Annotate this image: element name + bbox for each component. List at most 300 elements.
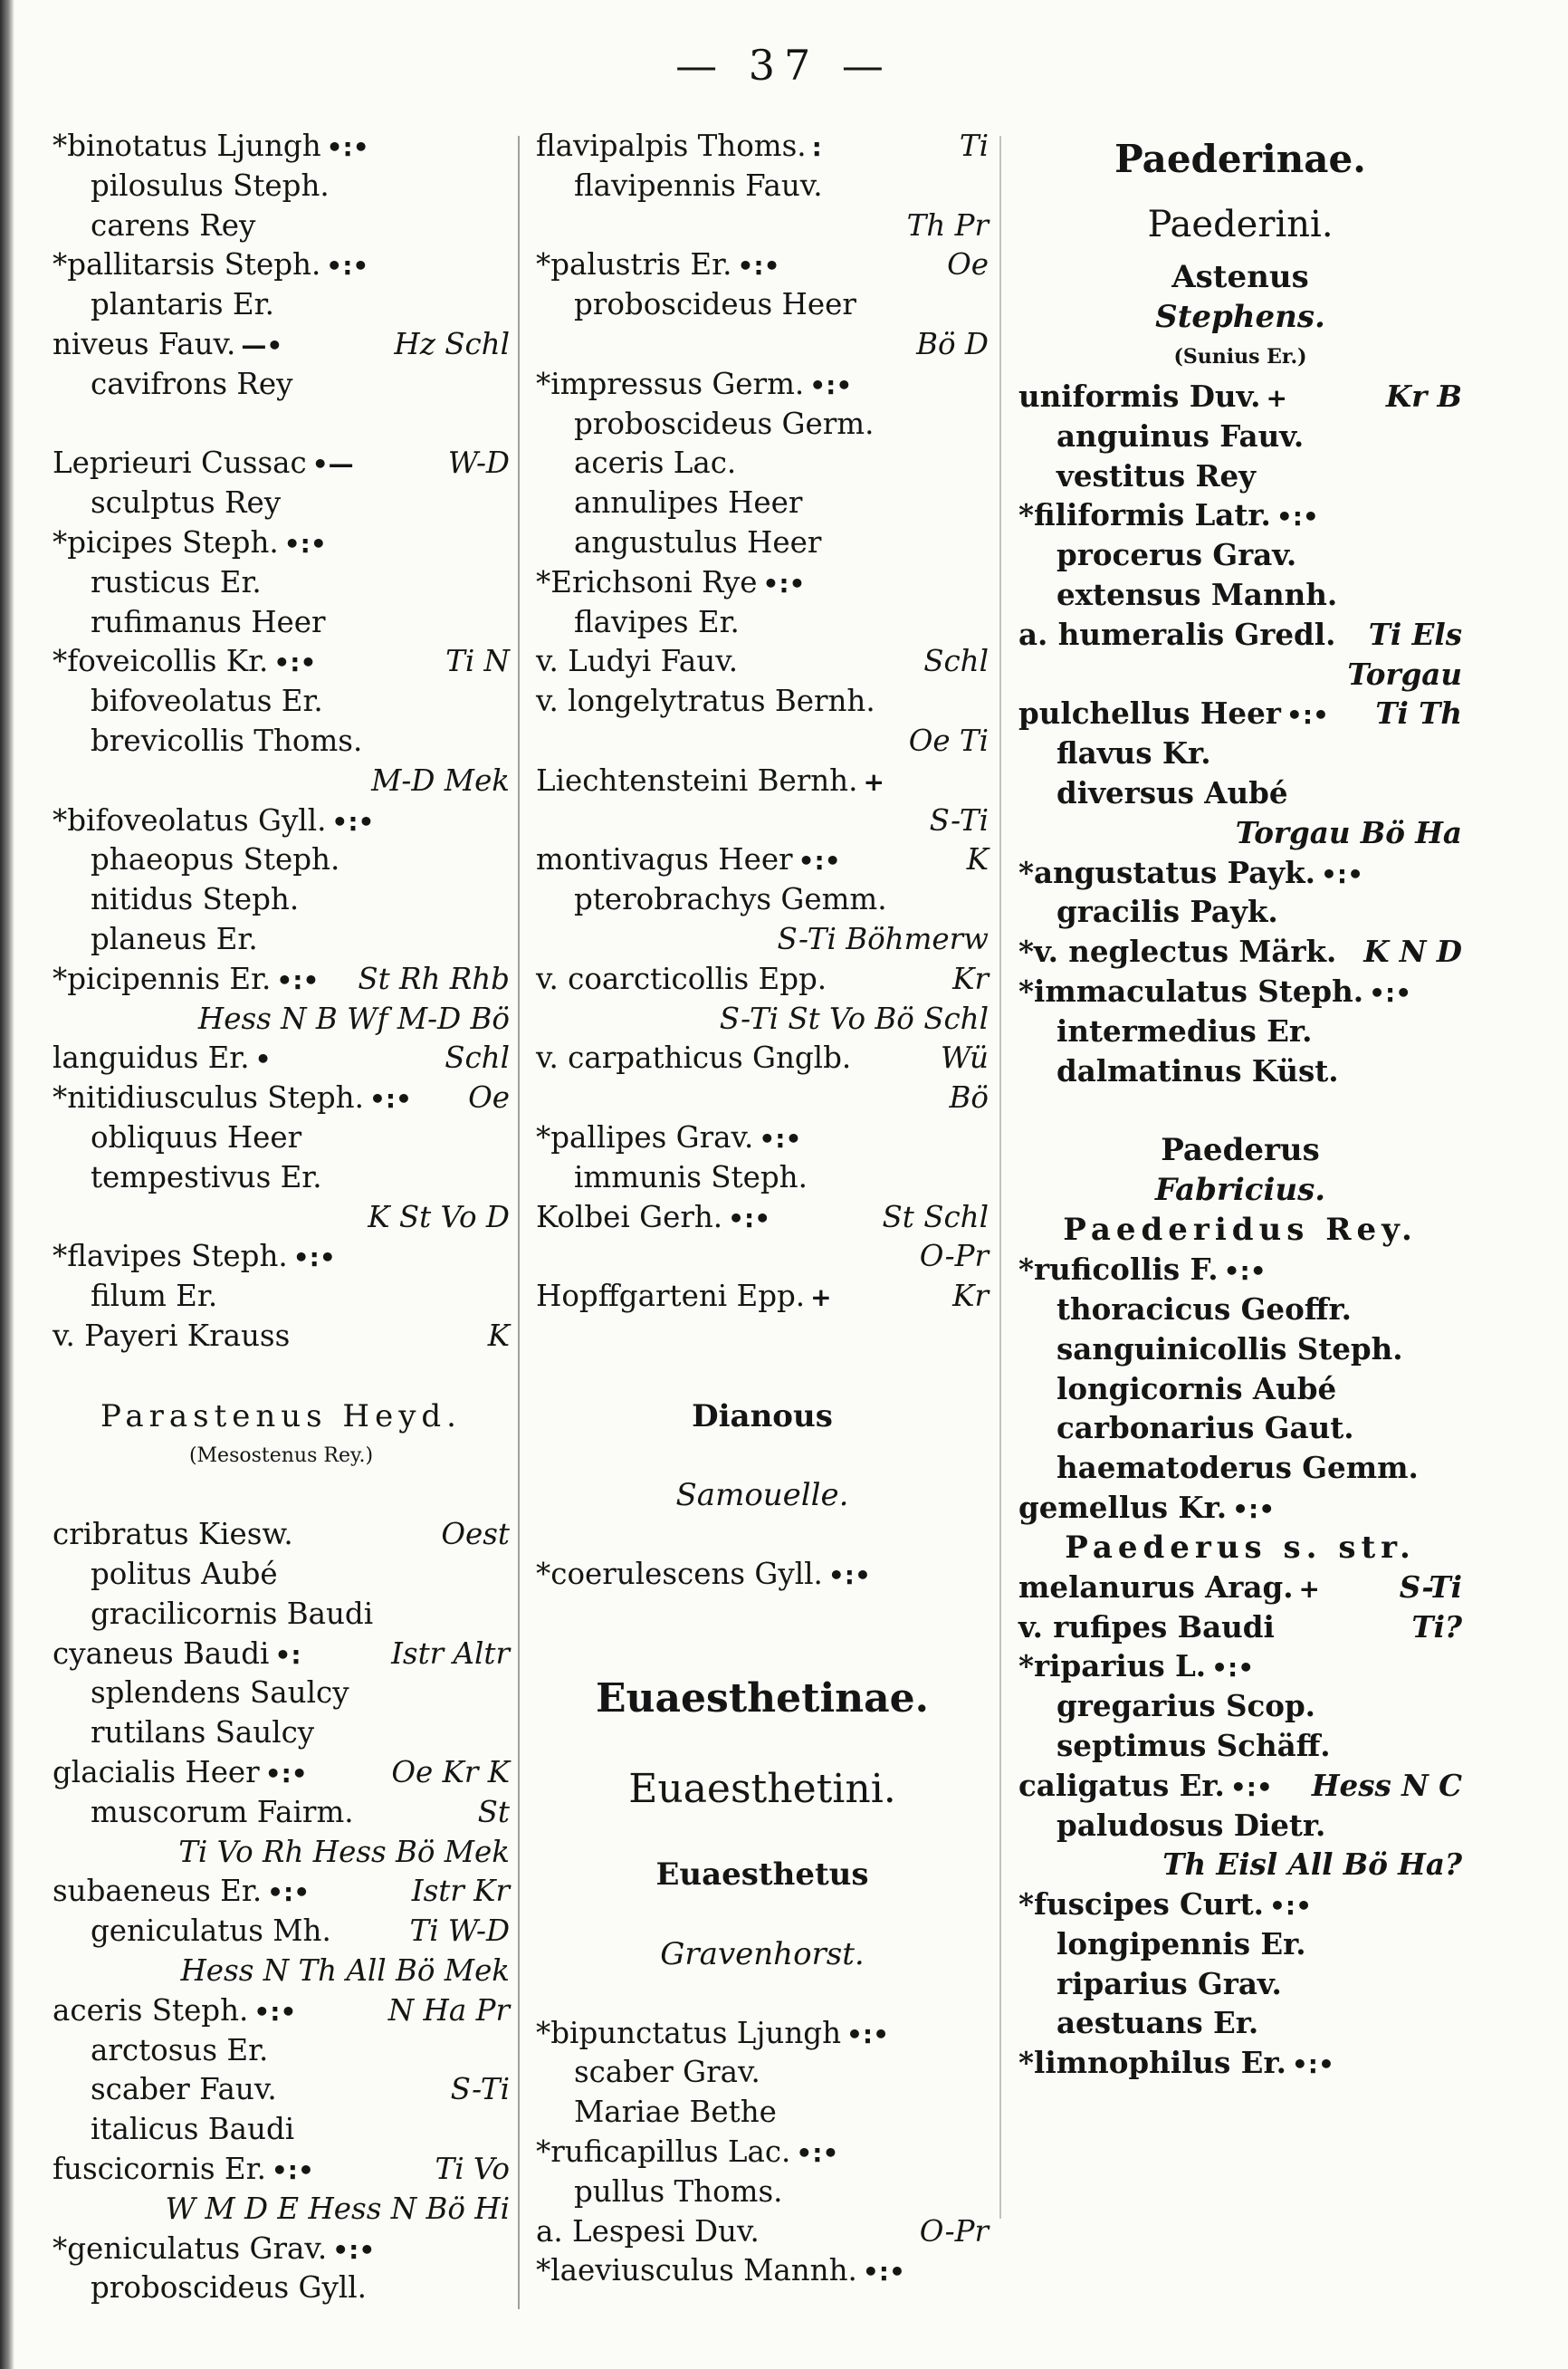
- species-name: geniculatus Mh.: [91, 1913, 331, 1949]
- taxon-heading: Euaesthetinae.: [596, 1675, 929, 1722]
- species-entry: [53, 762, 510, 801]
- species-entry: [1018, 377, 1462, 417]
- species-name: filum Er.: [91, 1279, 218, 1314]
- distribution-codes: Oe Ti: [908, 723, 989, 758]
- taxon-heading: Gravenhorst.: [660, 1935, 865, 1972]
- species-name: extensus Mannh.: [1056, 576, 1338, 612]
- species-entry: [536, 2014, 989, 2054]
- species-name: annulipes Heer: [574, 485, 803, 521]
- species-name: *binotatus Ljungh: [53, 129, 321, 163]
- species-name: longicornis Aubé: [1056, 1370, 1337, 1406]
- species-entry: [53, 444, 510, 484]
- species-entry: [53, 1635, 510, 1674]
- species-entry: [536, 801, 989, 841]
- species-entry: [1018, 615, 1462, 655]
- species-entry: [1018, 1290, 1462, 1329]
- distribution-codes: Ti W-D: [409, 1913, 510, 1949]
- species-entry: [1018, 694, 1462, 734]
- species-name: plantaris Er.: [91, 287, 274, 322]
- distribution-codes: Schl: [923, 644, 989, 679]
- species-entry: [53, 245, 510, 285]
- species-entry: [536, 2251, 989, 2291]
- species-name: phaeopus Steph.: [91, 842, 340, 878]
- species-entry: [53, 1158, 510, 1198]
- taxon-heading: Euaesthetini.: [628, 1766, 896, 1813]
- spacer: [536, 1515, 989, 1555]
- species-name: a. humeralis Gredl.: [1018, 616, 1336, 652]
- distribution-codes: Hz Schl: [394, 326, 510, 361]
- occurrence-symbol: •:•: [862, 2257, 905, 2287]
- distribution-codes: Torgau Bö Ha: [1235, 814, 1462, 850]
- species-name: angustulus Heer: [574, 524, 822, 560]
- species-entry: [53, 1198, 510, 1238]
- species-entry: [536, 245, 989, 285]
- distribution-codes: W-D: [447, 446, 510, 481]
- species-entry: [536, 365, 989, 405]
- species-entry: [536, 127, 989, 167]
- species-name: gregarius Scop.: [1056, 1688, 1315, 1724]
- species-entry: [53, 1317, 510, 1357]
- species-name: cyaneus Baudi: [53, 1635, 270, 1671]
- species-name: glacialis Heer: [53, 1755, 260, 1790]
- species-name: septimus Schäff.: [1056, 1727, 1331, 1763]
- species-name: languidus Er.: [53, 1041, 250, 1076]
- species-entry: [53, 2070, 510, 2110]
- spacer: [536, 1357, 989, 1396]
- species-entry: [53, 1753, 510, 1793]
- species-entry: [53, 563, 510, 603]
- occurrence-symbol: •:•: [1286, 700, 1329, 731]
- species-entry: [536, 1277, 989, 1317]
- species-name: *angustatus Payk.: [1018, 854, 1315, 890]
- species-entry: [1018, 2003, 1462, 2043]
- distribution-codes: Bö D: [916, 326, 989, 361]
- species-entry: [536, 563, 989, 603]
- species-entry: [53, 1912, 510, 1952]
- species-entry: [1018, 1051, 1462, 1091]
- species-entry: [53, 2150, 510, 2190]
- distribution-codes: Bö: [949, 1080, 989, 1116]
- species-entry: [536, 1198, 989, 1238]
- species-name: proboscideus Gyll.: [91, 2270, 367, 2306]
- occurrence-symbol: •:•: [809, 369, 853, 400]
- distribution-codes: Kr: [952, 961, 989, 996]
- species-name: immunis Steph.: [574, 1159, 808, 1194]
- species-name: subaeneus Er.: [53, 1874, 263, 1909]
- distribution-codes: W M D E Hess N Bö Hi: [165, 2191, 510, 2226]
- species-name: brevicollis Thoms.: [91, 723, 363, 758]
- species-name: aestuans Er.: [1056, 2005, 1259, 2041]
- species-name: Kolbei Gerh.: [536, 1199, 723, 1234]
- spacer: [536, 1595, 989, 1635]
- species-entry: [536, 1079, 989, 1118]
- species-entry: [53, 1277, 510, 1317]
- species-name: *picipes Steph.: [53, 524, 279, 560]
- distribution-codes: O-Pr: [919, 1239, 989, 1274]
- taxon-heading: Paederus: [1161, 1132, 1320, 1169]
- species-name: planeus Er.: [91, 921, 258, 956]
- species-name: Leprieuri Cussac: [53, 446, 307, 481]
- species-entry: [1018, 1408, 1462, 1448]
- species-entry: [536, 2093, 989, 2133]
- species-entry: [536, 325, 989, 365]
- species-name: carbonarius Gaut.: [1056, 1410, 1354, 1446]
- species-entry: [53, 1555, 510, 1595]
- occurrence-symbol: •:•: [1369, 977, 1412, 1008]
- occurrence-symbol: •:: [274, 1639, 301, 1670]
- species-entry: [1018, 1488, 1462, 1528]
- species-entry: [1018, 813, 1462, 853]
- species-entry: [536, 484, 989, 523]
- species-name: *laeviusculus Mannh.: [536, 2253, 857, 2288]
- species-name: niveus Fauv.: [53, 326, 236, 361]
- distribution-codes: Oe: [468, 1080, 510, 1116]
- species-name: flavipes Er.: [574, 604, 740, 639]
- occurrence-symbol: •:•: [1223, 1256, 1267, 1287]
- species-entry: [1018, 892, 1462, 932]
- species-name: flavipennis Fauv.: [574, 168, 823, 203]
- column-left: [53, 127, 510, 2308]
- species-name: proboscideus Germ.: [574, 406, 875, 441]
- species-name: rufimanus Heer: [91, 604, 326, 639]
- spacer: [53, 405, 510, 445]
- species-name: Mariae Bethe: [574, 2095, 777, 2130]
- species-name: proboscideus Heer: [574, 287, 856, 322]
- occurrence-symbol: •:•: [264, 1759, 308, 1789]
- species-name: *bifoveolatus Gyll.: [53, 802, 327, 838]
- species-name: v. coarcticollis Epp.: [536, 961, 827, 996]
- spacer: [536, 1894, 989, 1934]
- species-entry: [1018, 1369, 1462, 1409]
- occurrence-symbol: •—: [311, 449, 354, 480]
- species-name: dalmatinus Küst.: [1056, 1052, 1339, 1089]
- occurrence-symbol: •:•: [728, 1203, 771, 1233]
- taxon-heading: (Sunius Er.): [1173, 345, 1307, 369]
- species-entry: [536, 762, 989, 801]
- species-name: politus Aubé: [91, 1557, 278, 1592]
- species-entry: [536, 1555, 989, 1595]
- species-entry: [1018, 575, 1462, 615]
- taxon-heading: Dianous: [692, 1397, 833, 1434]
- species-entry: [1018, 1250, 1462, 1290]
- species-entry: [536, 603, 989, 643]
- species-name: *impressus Germ.: [536, 366, 805, 401]
- species-name: *filiformis Latr.: [1018, 497, 1271, 533]
- distribution-codes: Istr Altr: [391, 1635, 510, 1671]
- distribution-codes: M-D Mek: [371, 762, 510, 798]
- species-entry: [536, 405, 989, 445]
- species-entry: [53, 1991, 510, 2031]
- species-entry: [536, 285, 989, 325]
- page-number: — 37 —: [675, 41, 893, 90]
- distribution-codes: Ti Vo: [435, 2152, 510, 2187]
- taxon-heading: Euaesthetus: [655, 1856, 869, 1894]
- species-name: v. rufipes Baudi: [1018, 1608, 1275, 1645]
- species-entry: [536, 2172, 989, 2212]
- occurrence-symbol: •:•: [796, 2138, 839, 2169]
- distribution-codes: Schl: [445, 1041, 510, 1076]
- distribution-codes: Th Pr: [906, 207, 989, 243]
- occurrence-symbol: •: [254, 1044, 272, 1075]
- species-entry: [536, 1000, 989, 1040]
- species-name: riparius Grav.: [1056, 1965, 1282, 2001]
- distribution-codes: Hess N Th All Bö Mek: [180, 1953, 510, 1989]
- species-entry: [1018, 417, 1462, 456]
- species-name: arctosus Er.: [91, 2032, 269, 2067]
- species-name: montivagus Heer: [536, 842, 793, 878]
- species-name: scaber Fauv.: [91, 2072, 277, 2107]
- species-entry: [536, 880, 989, 920]
- distribution-codes: Ti Els: [1368, 616, 1462, 652]
- distribution-codes: Ti?: [1411, 1608, 1462, 1645]
- species-entry: [1018, 1329, 1462, 1369]
- species-entry: [536, 167, 989, 206]
- distribution-codes: Hess N B Wf M-D Bö: [197, 1001, 510, 1036]
- distribution-codes: O-Pr: [919, 2213, 989, 2249]
- page-binding-edge: [0, 0, 14, 2369]
- species-entry: [53, 682, 510, 722]
- taxon-heading: Paederus s. str.: [1065, 1529, 1416, 1566]
- species-entry: [1018, 1885, 1462, 1924]
- species-name: scaber Grav.: [574, 2055, 760, 2090]
- species-name: pullus Thoms.: [574, 2173, 783, 2209]
- distribution-codes: Ti Th: [1375, 695, 1462, 732]
- species-name: *palustris Er.: [536, 247, 732, 283]
- occurrence-symbol: •:•: [331, 806, 375, 837]
- species-entry: [53, 325, 510, 365]
- species-entry: [53, 603, 510, 643]
- distribution-codes: K St Vo D: [368, 1199, 510, 1234]
- distribution-codes: K: [966, 842, 989, 878]
- occurrence-symbol: •:•: [326, 251, 369, 282]
- species-name: cavifrons Rey: [91, 366, 293, 401]
- taxon-heading: Paederini.: [1147, 204, 1334, 245]
- occurrence-symbol: •:•: [1211, 1653, 1255, 1683]
- species-name: *fuscipes Curt.: [1018, 1886, 1264, 1923]
- occurrence-symbol: •:•: [273, 647, 317, 678]
- occurrence-symbol: •:•: [737, 251, 780, 282]
- species-entry: [53, 960, 510, 1000]
- occurrence-symbol: •:•: [368, 1084, 412, 1115]
- species-name: pulchellus Heer: [1018, 695, 1281, 732]
- species-entry: [536, 1158, 989, 1198]
- species-name: muscorum Fairm.: [91, 1794, 354, 1829]
- taxon-heading: Stephens.: [1155, 299, 1325, 335]
- species-entry: [53, 880, 510, 920]
- distribution-codes: St Rh Rhb: [358, 961, 510, 996]
- species-entry: [1018, 1964, 1462, 2004]
- species-entry: [1018, 853, 1462, 893]
- species-name: anguinus Fauv.: [1056, 417, 1305, 454]
- species-entry: [1018, 1845, 1462, 1885]
- species-name: *coerulescens Gyll.: [536, 1557, 823, 1592]
- spacer: [53, 1476, 510, 1516]
- occurrence-symbol: +: [863, 766, 884, 797]
- species-entry: [53, 1713, 510, 1753]
- column-divider: [518, 136, 520, 2309]
- species-entry: [53, 642, 510, 682]
- species-name: flavipalpis Thoms.: [536, 129, 807, 163]
- species-name: caligatus Er.: [1018, 1767, 1225, 1803]
- species-entry: [53, 1039, 510, 1079]
- occurrence-symbol: :: [811, 132, 822, 162]
- species-entry: [53, 1079, 510, 1118]
- species-entry: [53, 523, 510, 563]
- species-name: *immaculatus Steph.: [1018, 973, 1364, 1009]
- species-entry: [536, 2133, 989, 2172]
- species-name: thoracicus Geoffr.: [1056, 1290, 1352, 1327]
- species-name: *riparius L.: [1018, 1648, 1207, 1684]
- spacer: [53, 1357, 510, 1396]
- species-name: rusticus Er.: [91, 564, 262, 599]
- distribution-codes: S-Ti: [929, 802, 989, 838]
- species-name: paludosus Dietr.: [1056, 1807, 1326, 1843]
- species-name: haematoderus Gemm.: [1056, 1450, 1419, 1486]
- occurrence-symbol: •:•: [1276, 502, 1319, 532]
- species-entry: [536, 2053, 989, 2093]
- distribution-codes: S-Ti: [450, 2072, 510, 2107]
- species-entry: [53, 365, 510, 405]
- species-entry: [1018, 1924, 1462, 1964]
- species-name: italicus Baudi: [91, 2112, 295, 2147]
- species-name: *Erichsoni Rye: [536, 564, 758, 599]
- occurrence-symbol: •:•: [276, 964, 320, 995]
- occurrence-symbol: •:•: [1232, 1493, 1276, 1524]
- species-name: gemellus Kr.: [1018, 1489, 1228, 1525]
- species-name: flavus Kr.: [1056, 735, 1211, 772]
- species-name: gracilis Payk.: [1056, 894, 1278, 930]
- species-entry: [53, 2230, 510, 2269]
- distribution-codes: S-Ti Böhmerw: [777, 921, 989, 956]
- species-entry: [53, 1118, 510, 1158]
- distribution-codes: N Ha Pr: [387, 1992, 510, 2028]
- taxon-heading: Fabricius.: [1154, 1172, 1326, 1209]
- species-entry: [53, 285, 510, 325]
- distribution-codes: Oest: [441, 1517, 510, 1552]
- species-name: sculptus Rey: [91, 485, 282, 521]
- occurrence-symbol: •:•: [762, 568, 806, 599]
- species-name: fuscicornis Er.: [53, 2152, 266, 2187]
- species-name: splendens Saulcy: [91, 1675, 349, 1711]
- occurrence-symbol: •:•: [267, 1877, 311, 1908]
- species-entry: [53, 722, 510, 762]
- taxon-heading: Paederinae.: [1114, 137, 1366, 181]
- species-name: *limnophilus Er.: [1018, 2045, 1286, 2081]
- species-entry: [536, 722, 989, 762]
- species-name: v. Payeri Krauss: [53, 1318, 291, 1353]
- distribution-codes: St: [477, 1794, 510, 1829]
- species-entry: [53, 920, 510, 960]
- occurrence-symbol: •:•: [283, 528, 327, 559]
- species-name: melanurus Arag.: [1018, 1568, 1294, 1605]
- occurrence-symbol: •:•: [292, 1242, 336, 1273]
- species-name: *foveicollis Kr.: [53, 644, 269, 679]
- species-entry: [53, 206, 510, 246]
- occurrence-symbol: +: [1298, 1573, 1320, 1604]
- species-name: obliquus Heer: [91, 1119, 302, 1155]
- distribution-codes: Kr: [952, 1279, 989, 1314]
- column-divider: [999, 136, 1001, 2219]
- occurrence-symbol: •:•: [332, 2234, 376, 2265]
- species-name: *v. neglectus Märk.: [1018, 934, 1337, 970]
- species-name: *picipennis Er.: [53, 961, 272, 996]
- species-name: procerus Grav.: [1056, 537, 1297, 573]
- species-entry: [536, 960, 989, 1000]
- species-entry: [536, 1039, 989, 1079]
- distribution-codes: K N D: [1363, 934, 1462, 970]
- species-entry: [536, 206, 989, 246]
- distribution-codes: Oe: [947, 247, 989, 283]
- species-entry: [536, 682, 989, 722]
- spacer: [536, 1724, 989, 1764]
- species-entry: [1018, 1568, 1462, 1607]
- species-name: *ruficollis F.: [1018, 1252, 1219, 1288]
- species-name: rutilans Saulcy: [91, 1715, 315, 1750]
- species-entry: [53, 1237, 510, 1277]
- species-entry: [536, 1237, 989, 1277]
- occurrence-symbol: •:•: [1291, 2049, 1334, 2080]
- species-entry: [53, 2031, 510, 2071]
- distribution-codes: Wü: [940, 1041, 989, 1076]
- species-entry: [53, 1674, 510, 1713]
- distribution-codes: K: [487, 1318, 510, 1353]
- species-name: Liechtensteini Bernh.: [536, 762, 858, 798]
- species-entry: [536, 1118, 989, 1158]
- species-entry: [1018, 734, 1462, 773]
- occurrence-symbol: •:•: [827, 1560, 871, 1591]
- species-entry: [1018, 2043, 1462, 2083]
- species-entry: [1018, 1766, 1462, 1806]
- species-name: v. Ludyi Fauv.: [536, 644, 739, 679]
- species-name: nitidus Steph.: [91, 882, 300, 917]
- occurrence-symbol: —•: [241, 330, 283, 360]
- occurrence-symbol: •:•: [1321, 858, 1363, 889]
- occurrence-symbol: +: [1266, 383, 1287, 413]
- distribution-codes: Ti: [959, 129, 989, 163]
- spacer: [536, 1317, 989, 1357]
- distribution-codes: S-Ti: [1399, 1568, 1462, 1605]
- species-name: *ruficapillus Lac.: [536, 2134, 791, 2170]
- species-name: carens Rey: [91, 207, 256, 243]
- species-entry: [1018, 1448, 1462, 1488]
- occurrence-symbol: •:•: [846, 2019, 890, 2049]
- species-name: *geniculatus Grav.: [53, 2230, 328, 2266]
- species-name: v. longelytratus Bernh.: [536, 684, 875, 719]
- species-entry: [53, 801, 510, 841]
- species-name: pilosulus Steph.: [91, 168, 330, 203]
- distribution-codes: Torgau: [1347, 656, 1462, 692]
- species-entry: [53, 1000, 510, 1040]
- occurrence-symbol: •:•: [1269, 1891, 1312, 1922]
- species-name: sanguinicollis Steph.: [1056, 1330, 1403, 1367]
- occurrence-symbol: •:•: [798, 846, 841, 877]
- species-entry: [1018, 932, 1462, 972]
- species-entry: [53, 484, 510, 523]
- species-entry: [536, 920, 989, 960]
- species-entry: [53, 840, 510, 880]
- species-entry: [1018, 1012, 1462, 1051]
- distribution-codes: St Schl: [882, 1199, 989, 1234]
- occurrence-symbol: •:•: [326, 132, 369, 162]
- species-name: *bipunctatus Ljungh: [536, 2015, 842, 2050]
- distribution-codes: Th Eisl All Bö Ha?: [1162, 1846, 1462, 1883]
- species-name: intermedius Er.: [1056, 1012, 1313, 1049]
- species-entry: [1018, 1806, 1462, 1846]
- species-entry: [1018, 1646, 1462, 1686]
- species-entry: [53, 1833, 510, 1873]
- species-name: cribratus Kiesw.: [53, 1517, 293, 1552]
- species-name: aceris Lac.: [574, 446, 737, 481]
